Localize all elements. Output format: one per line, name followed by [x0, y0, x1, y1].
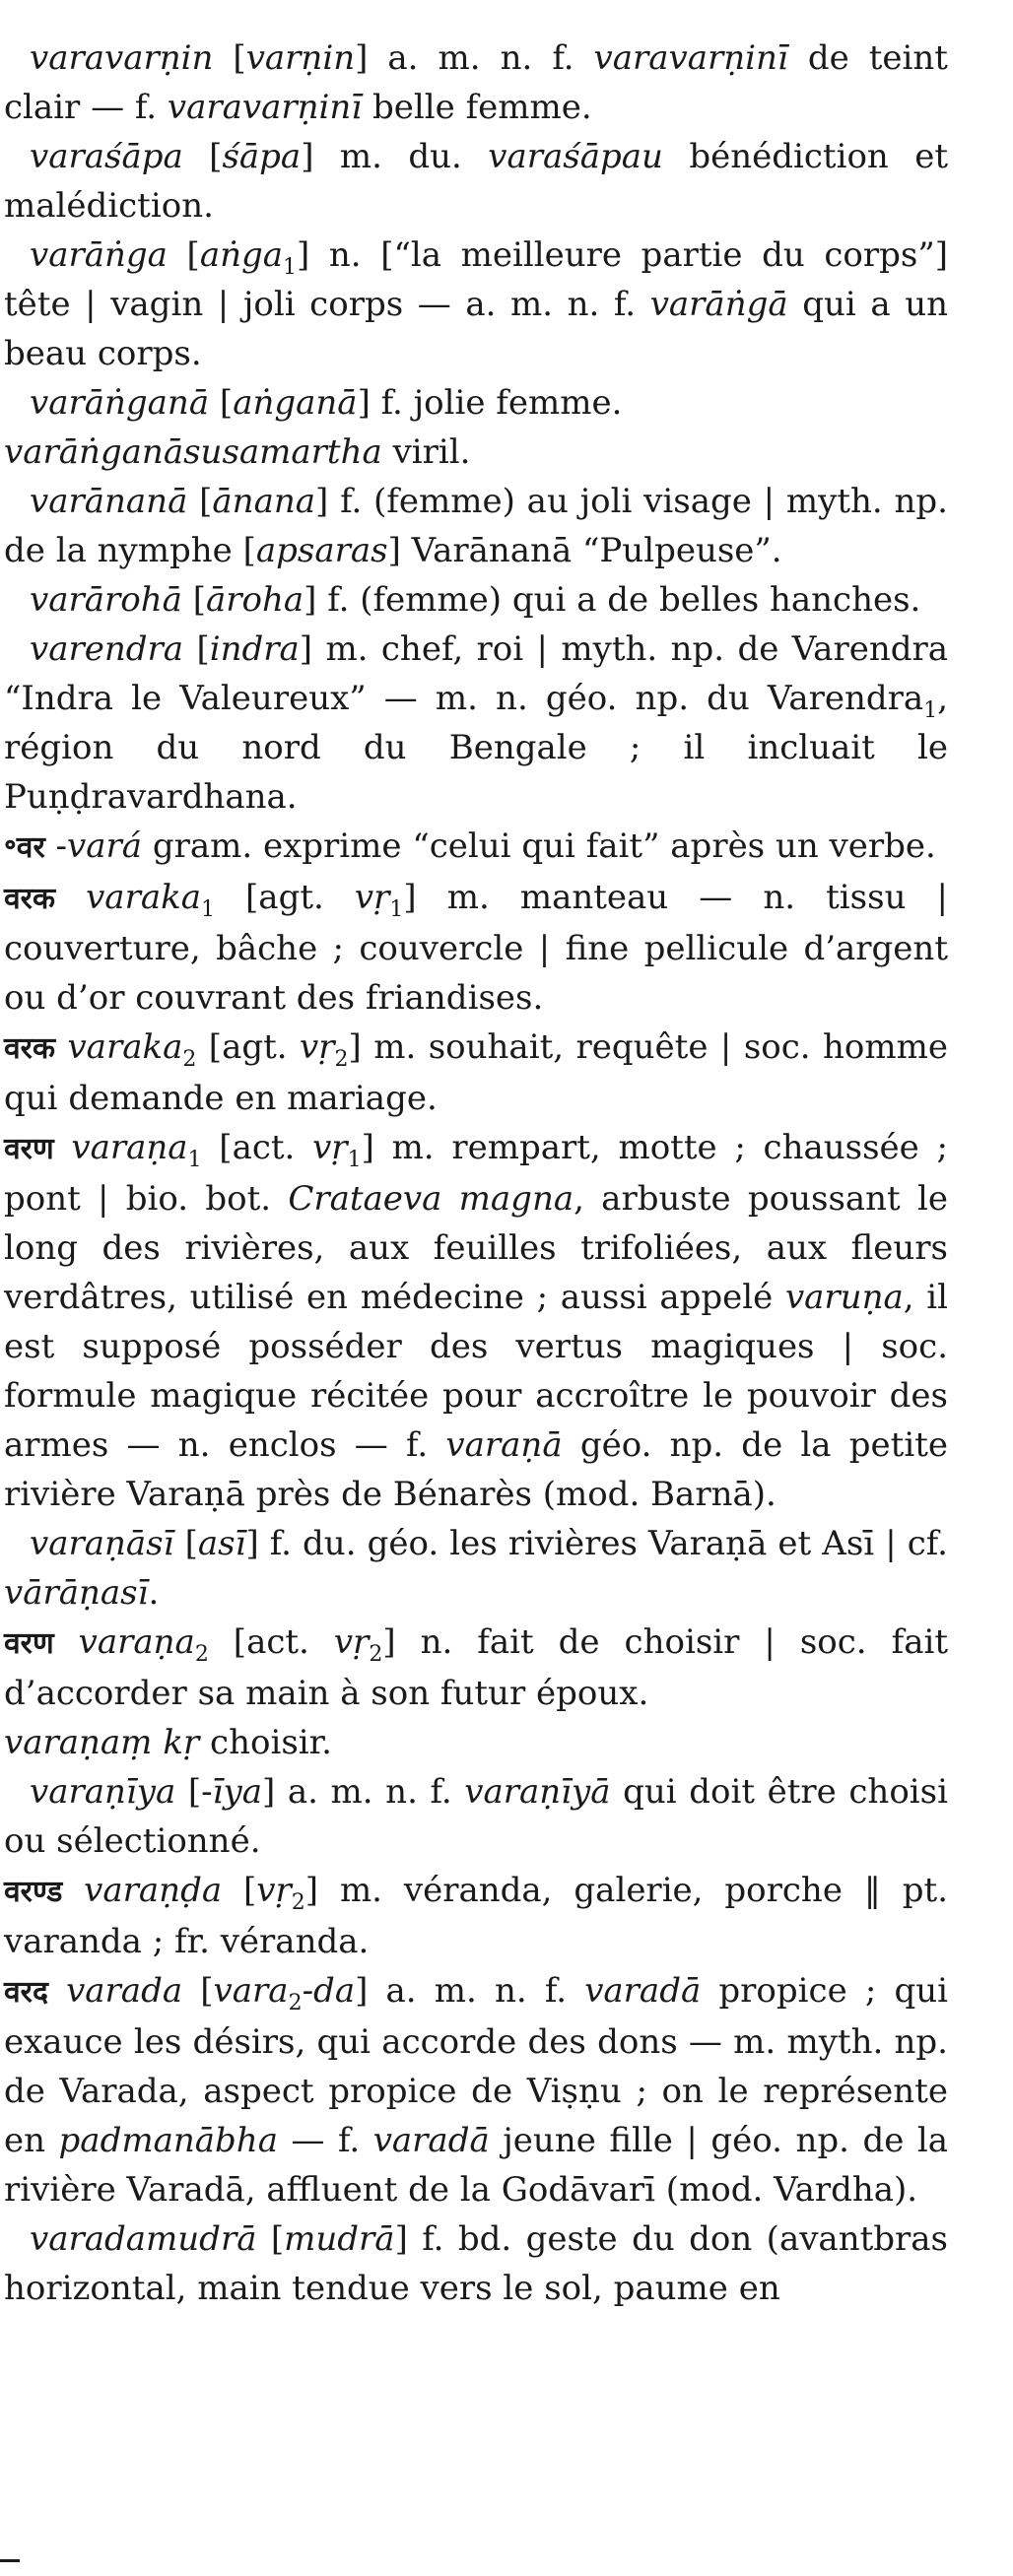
italic-text: varaṇa	[78, 1622, 195, 1662]
italic-text: mudrā	[284, 2219, 395, 2259]
italic-text: varaka	[67, 1027, 183, 1067]
italic-text: varavarṇinī	[593, 38, 788, 78]
italic-text: varadamudrā	[30, 2219, 257, 2259]
italic-text: varavarṇin	[30, 38, 214, 78]
italic-text: varaṇāsī	[30, 1524, 174, 1563]
subscript-index: 2	[182, 1047, 197, 1072]
subscript-index: 1	[187, 1148, 202, 1172]
page-footer-rule	[0, 2559, 20, 2562]
italic-text: varaṇaṃ kṛ	[4, 1723, 200, 1762]
text: propice ; qui exauce les désirs, qui accorde des dons — m. myth. np. de Varada, aspect propice de Viṣṇu ; on le représente en	[4, 1971, 949, 2160]
italic-text: aṅganā	[233, 383, 358, 423]
italic-text: asī	[197, 1524, 246, 1563]
subscript-index: 2	[334, 1047, 349, 1072]
italic-text: varadā	[584, 1971, 702, 2011]
italic-text: varāṅganā	[30, 383, 210, 423]
text: ] a. m. n. f.	[261, 1772, 465, 1812]
text	[54, 1128, 72, 1167]
text: géo. np. de la petite rivière Varaṇā près de Bénarès (mod. Barnā).	[4, 1425, 948, 1514]
italic-text: vara	[213, 1971, 289, 2011]
dictionary-entry	[4, 1866, 948, 1966]
text: [	[173, 1524, 198, 1563]
text: , il est supposé posséder des vertus magiques | soc. formule magique récitée pour accroître le pouvoir des armes — n. enclos — f.	[4, 1278, 948, 1465]
subscript-index: 1	[389, 897, 404, 922]
italic-text: varānanā	[30, 482, 188, 521]
italic-text: vṛ	[312, 1128, 348, 1167]
text: [-	[175, 1772, 213, 1812]
subscript-index: 1	[923, 698, 938, 723]
devanagari-headword: वरण्ड	[4, 1875, 63, 1909]
italic-text: varaka	[86, 878, 201, 917]
dictionary-entry	[4, 1123, 948, 1519]
text	[54, 1622, 79, 1662]
text: [	[182, 1971, 214, 2011]
text: jeune fille | géo. np. de la rivière Varadā, affluent de la Godāvarī (mod. Vardha).	[4, 2121, 949, 2210]
text	[55, 1027, 67, 1067]
subscript-index: 2	[288, 1991, 303, 2015]
text: de teint clair — f.	[4, 38, 948, 127]
dictionary-entry	[4, 33, 948, 132]
italic-text: varaṇīyā	[464, 1772, 611, 1812]
text: ] f. du. géo. les rivières Varaṇā et Asī | cf.	[245, 1524, 948, 1563]
italic-text: varaśāpa	[30, 137, 183, 176]
devanagari-headword: ॰वर	[4, 830, 45, 865]
italic-text: Crataeva magna	[288, 1179, 574, 1219]
subscript-index: 2	[291, 1890, 305, 1915]
text: [	[222, 1871, 257, 1910]
text: ] m. manteau — n. tissu | couverture, bâche ; couvercle | fine pellicule d’argent ou d’or couvrant des friandises.	[4, 878, 949, 1018]
text: qui a un beau corps.	[4, 285, 949, 373]
text: [	[213, 38, 246, 78]
text	[62, 1871, 84, 1910]
dictionary-entry	[4, 2214, 948, 2313]
subscript-index: 1	[200, 897, 215, 922]
text: [	[183, 629, 210, 669]
text: ] m. du.	[301, 137, 489, 176]
text: .	[148, 1573, 160, 1613]
subscript-index: 2	[194, 1642, 209, 1667]
italic-text: varāṅganāsusamartha	[4, 432, 382, 472]
text: [	[167, 235, 200, 275]
dictionary-entry	[4, 132, 948, 231]
italic-text: varāṅgā	[649, 285, 788, 324]
devanagari-headword: वरक	[4, 882, 55, 916]
dictionary-entry	[4, 428, 948, 477]
italic-text: varaśāpau	[488, 137, 663, 176]
text: ] n. [“la meilleure partie du corps”] tête | vagin | joli corps — a. m. n. f.	[4, 235, 948, 324]
dictionary-entry	[4, 1718, 948, 1767]
dictionary-entry	[4, 477, 948, 575]
italic-text: vará	[67, 826, 143, 866]
italic-text: varārohā	[30, 580, 182, 620]
italic-text: vṛ	[300, 1027, 335, 1067]
dictionary-entry	[4, 1966, 948, 2214]
devanagari-headword: वरण	[4, 1132, 54, 1166]
devanagari-headword: वरण	[4, 1626, 54, 1661]
text: gram. exprime “celui qui fait” après un verbe.	[142, 826, 936, 866]
italic-text: varaṇīya	[30, 1772, 176, 1812]
dictionary-entry	[4, 625, 948, 822]
text: , arbuste poussant le long des rivières, aux feuilles trifoliées, aux fleurs verdâtres, utilisé en médecine ; aussi appelé	[4, 1179, 948, 1317]
italic-text: -da	[302, 1971, 356, 2011]
italic-text: vṛ	[354, 878, 390, 917]
text	[48, 1971, 66, 2011]
italic-text: padmanābha	[58, 2121, 278, 2160]
text: [	[181, 580, 206, 620]
dictionary-entry	[4, 1618, 948, 1718]
text: -	[44, 826, 68, 866]
italic-text: varṇin	[245, 38, 356, 78]
text: ] m. chef, roi | myth. np. de Varendra “Indra le Valeureux” — m. n. géo. np. du Varendra	[4, 629, 949, 718]
subscript-index: 1	[283, 255, 298, 280]
dictionary-entry	[4, 1519, 948, 1618]
text: [	[187, 482, 213, 521]
italic-text: varaṇā	[445, 1425, 563, 1465]
text: ] m. véranda, galerie, porche ‖ pt. varanda ; fr. véranda.	[4, 1871, 949, 1961]
italic-text: varendra	[30, 629, 184, 669]
dictionary-entry	[4, 822, 948, 873]
italic-text: indra	[209, 629, 300, 669]
text: [act.	[208, 1622, 334, 1662]
italic-text: varavarṇinī	[167, 88, 363, 127]
text: ] f. (femme) qui a de belles hanches.	[304, 580, 921, 620]
text: ] n. fait de choisir | soc. fait d’accorder sa main à son futur époux.	[4, 1622, 949, 1713]
dictionary-entry	[4, 1023, 948, 1123]
text: ] f. bd. geste du don (avantbras horizontal, main tendue vers le sol, paume en	[4, 2219, 948, 2308]
text: belle femme.	[362, 88, 592, 127]
text: [agt.	[214, 878, 355, 917]
italic-text: aṅga	[199, 235, 284, 275]
italic-text: ānana	[212, 482, 316, 521]
subscript-index: 1	[347, 1148, 362, 1172]
text: choisir.	[199, 1723, 332, 1762]
italic-text: īya	[212, 1772, 262, 1812]
text: ] f. jolie femme.	[357, 383, 623, 423]
italic-text: vārāṇasī	[4, 1573, 149, 1613]
italic-text: varaṇḍa	[84, 1871, 223, 1910]
text: ] f. (femme) au joli visage | myth. np. de la nymphe [	[4, 482, 948, 570]
text: ] Varānanā “Pulpeuse”.	[387, 531, 782, 570]
text: — f.	[277, 2121, 373, 2160]
text	[55, 878, 86, 917]
devanagari-headword: वरक	[4, 1031, 55, 1066]
text: [act.	[201, 1128, 313, 1167]
devanagari-headword: वरद	[4, 1975, 48, 2010]
text: ] a. m. n. f.	[355, 38, 594, 78]
dictionary-entry	[4, 1767, 948, 1866]
italic-text: varāṅga	[30, 235, 168, 275]
text: [agt.	[196, 1027, 301, 1067]
text: qui doit être choisi ou sélectionné.	[4, 1772, 948, 1861]
text: [	[209, 383, 234, 423]
text: viril.	[381, 432, 471, 472]
italic-text: śāpa	[222, 137, 302, 176]
italic-text: vṛ	[333, 1622, 370, 1662]
text: bénédiction et malédiction.	[4, 137, 949, 226]
italic-text: varada	[66, 1971, 183, 2011]
italic-text: varaṇa	[71, 1128, 188, 1167]
dictionary-entry	[4, 575, 948, 625]
text: , région du nord du Bengale ; il incluait le Puṇḍravardhana.	[4, 679, 948, 817]
italic-text: vṛ	[256, 1871, 292, 1910]
italic-text: āroha	[205, 580, 304, 620]
dictionary-entry	[4, 873, 948, 1023]
subscript-index: 2	[369, 1642, 383, 1667]
text: ] m. rempart, motte ; chaussée ; pont | bio. bot.	[4, 1128, 948, 1219]
dictionary-entry	[4, 378, 948, 428]
italic-text: varadā	[372, 2121, 490, 2160]
italic-text: varuṇa	[784, 1278, 904, 1317]
text: ] a. m. n. f.	[355, 1971, 585, 2011]
text: [	[182, 137, 223, 176]
dictionary-entry	[4, 231, 948, 378]
italic-text: apsaras	[255, 531, 388, 570]
text: [	[256, 2219, 285, 2259]
text: ] m. souhait, requête | soc. homme qui demande en mariage.	[4, 1027, 949, 1118]
